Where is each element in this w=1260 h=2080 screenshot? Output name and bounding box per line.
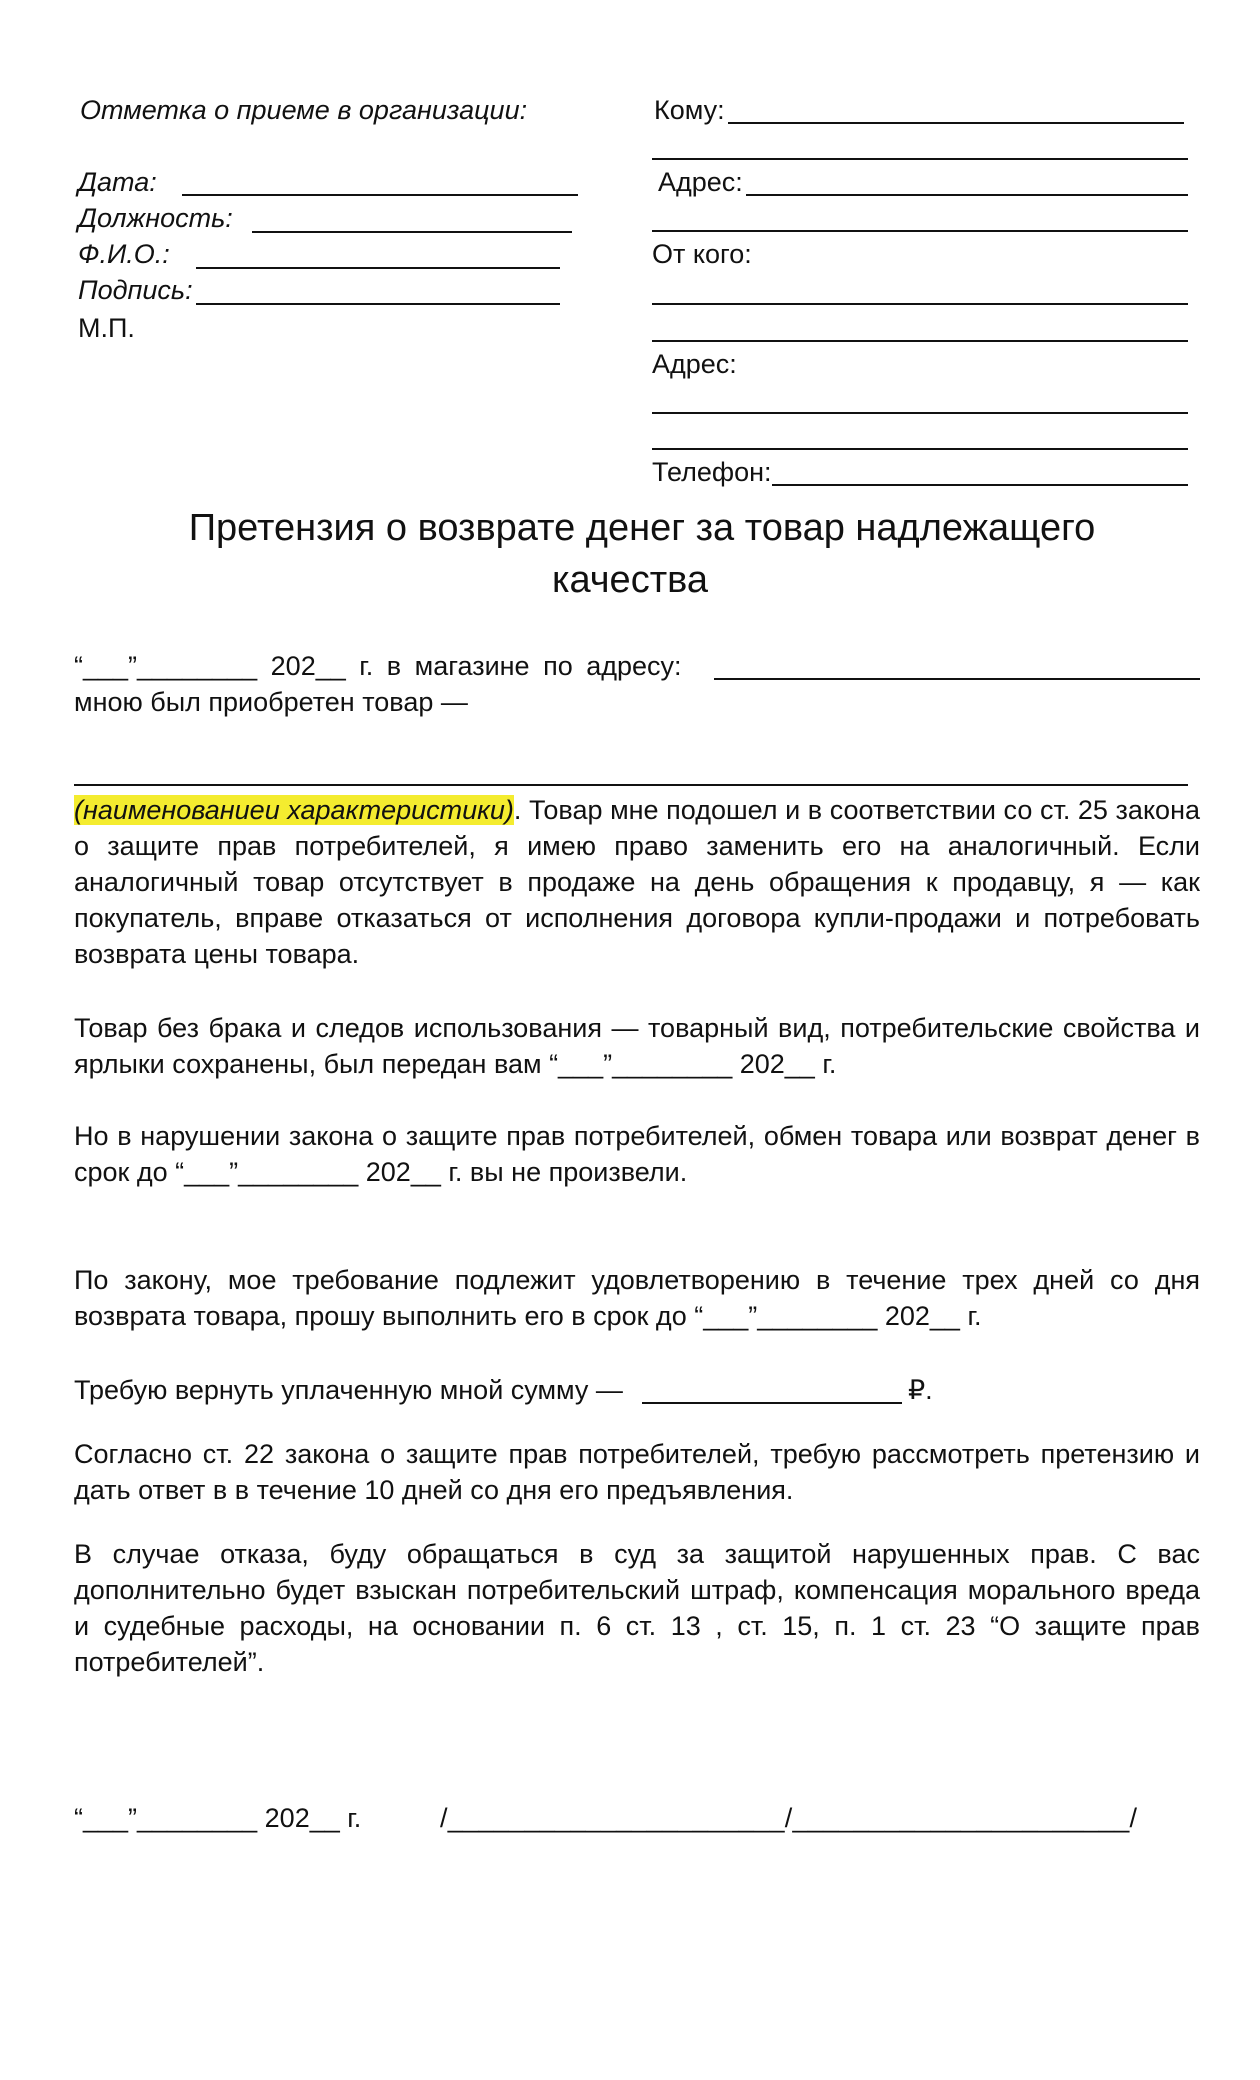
paragraph-condition: Товар без брака и следов использования — товарный вид, потребительские свойства и ярлыки сохранены, был передан вам “___”________ 202__ г. xyxy=(74,1013,1200,1079)
paragraph-court: В случае отказа, буду обращаться в суд за защитой нарушенных прав. С вас дополнительно будет взыскан потребительский штраф, компенсация морального вреда и судебные расходы, на основании п. 6 ст. 13 , ст. 15, п. 1 ст. 23 “О защите прав потребителей”. xyxy=(74,1539,1200,1677)
date-label: Дата: xyxy=(78,167,157,197)
fio-line xyxy=(196,267,560,269)
item-name-line xyxy=(74,784,1188,786)
phone-line xyxy=(772,484,1188,486)
footer-signature: /______________________/______________________/ xyxy=(440,1803,1138,1833)
fio-label: Ф.И.О.: xyxy=(78,239,170,269)
refund-amount-text: Требую вернуть уплаченную мной сумму — xyxy=(74,1375,623,1405)
paragraph-response-term: Согласно ст. 22 закона о защите прав потребителей, требую рассмотреть претензию и дать ответ в в течение 10 дней со дня его предъявления. xyxy=(74,1439,1200,1505)
to-label: Кому: xyxy=(654,95,725,125)
item-placeholder-highlight: (наименованиеи характеристики) xyxy=(74,795,514,825)
to-line-2 xyxy=(652,158,1188,160)
address-label: Адрес: xyxy=(658,167,743,197)
stamp-label: М.П. xyxy=(78,313,135,343)
title-line-2: качества xyxy=(552,559,708,601)
reception-note: Отметка о приеме в организации: xyxy=(80,95,528,125)
footer-date: “___”________ 202__ г. xyxy=(74,1803,362,1833)
from-label: От кого: xyxy=(652,239,752,269)
from-line-2 xyxy=(652,340,1188,342)
from-line xyxy=(652,303,1188,305)
address-line xyxy=(746,194,1188,196)
paragraph-exchange-right xyxy=(74,792,1200,972)
store-address-line xyxy=(714,678,1200,680)
refund-amount-line xyxy=(642,1402,902,1404)
address2-line-2 xyxy=(652,448,1188,450)
signature-label: Подпись: xyxy=(78,275,193,305)
paragraph-exchange-text: . Товар мне подошел и в соответствии со ст. 25 закона о защите прав потребителей, я имею право заменить его на аналогичный. Если аналогичный товар отсутствует в продаже на день обращения к продавцу, я — как покупатель, вправе отказаться от исполнения договора купли-продажи и потребовать возврата цены товара. xyxy=(74,795,1200,969)
purchase-date-text: “___”________ 202__ г. в магазине по адресу: xyxy=(74,651,682,681)
document-title xyxy=(0,502,1260,606)
currency-sign: ₽. xyxy=(908,1375,933,1405)
purchase-item-text: мною был приобретен товар — xyxy=(74,687,468,717)
paragraph-violation: Но в нарушении закона о защите прав потребителей, обмен товара или возврат денег в срок до “___”________ 202__ г. вы не произвели. xyxy=(74,1121,1200,1187)
phone-label: Телефон: xyxy=(652,457,772,487)
address2-line xyxy=(652,412,1188,414)
position-line xyxy=(252,231,572,233)
signature-line xyxy=(196,303,560,305)
to-line xyxy=(728,122,1184,124)
address2-label: Адрес: xyxy=(652,349,737,379)
date-line xyxy=(182,194,578,196)
title-line-1: Претензия о возврате денег за товар надлежащего xyxy=(188,507,1096,549)
paragraph-deadline: По закону, мое требование подлежит удовлетворению в течение трех дней со дня возврата товара, прошу выполнить его в срок до “___”________ 202__ г. xyxy=(74,1265,1200,1331)
position-label: Должность: xyxy=(78,203,233,233)
address-line-2 xyxy=(652,230,1188,232)
